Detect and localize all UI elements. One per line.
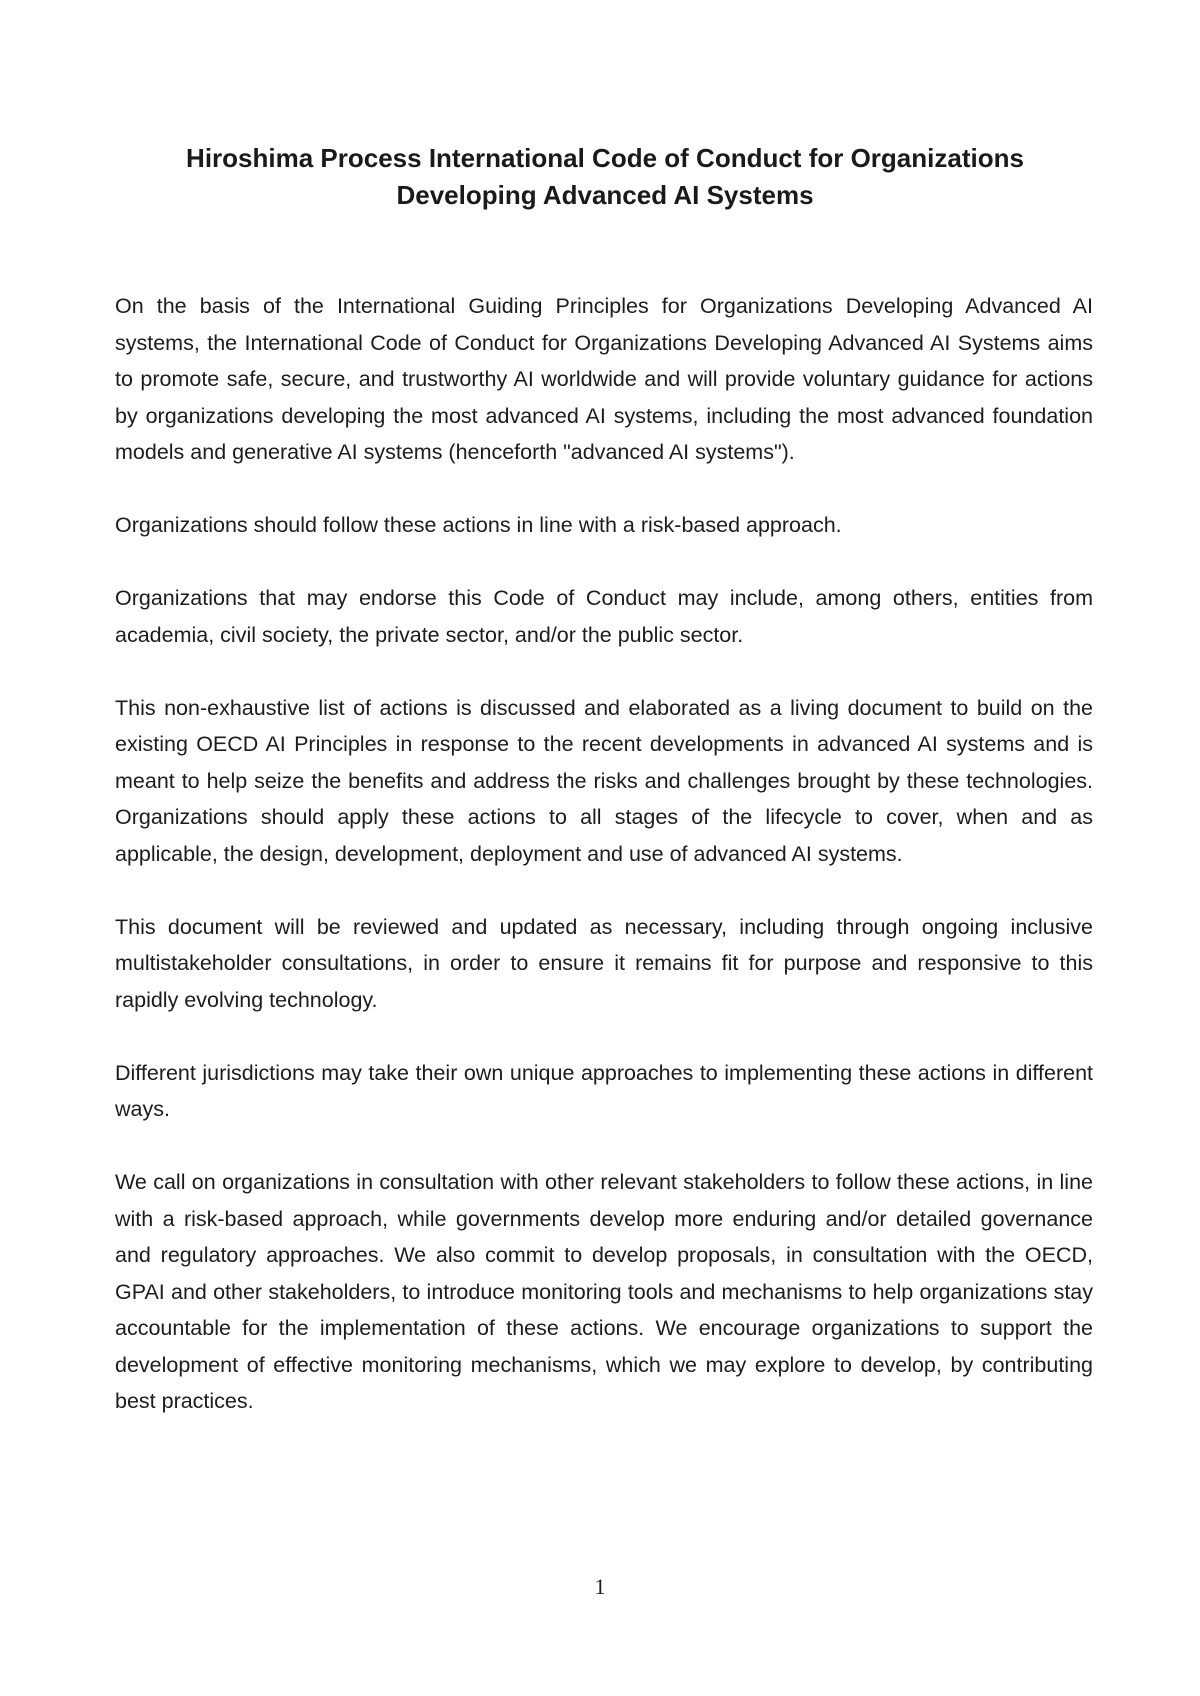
paragraph-call-to-action: We call on organizations in consultation with other relevant stakeholders to follow these actions, in line with a risk-based approach, while governments develop more enduring and/or detailed governance and regulatory approaches. We also commit to develop proposals, in consultation with the OECD, GPAI and other stakeholders, to introduce monitoring tools and mechanisms to help organizations stay accountable for the implementation of these actions. We encourage organizations to support the development of effective monitoring mechanisms, which we may explore to develop, by contributing best practices. <box>115 1170 1093 1413</box>
page-title <box>115 140 1095 214</box>
document-body <box>115 288 1093 1456</box>
page-number: 1 <box>594 1574 606 1599</box>
paragraph-living-document: This non-exhaustive list of actions is discussed and elaborated as a living document to build on the existing OECD AI Principles in response to the recent developments in advanced AI systems and is meant to help seize the benefits and address the risks and challenges brought by these technologies. Organizations should apply these actions to all stages of the lifecycle to cover, when and as applicable, the design, development, deployment and use of advanced AI systems. <box>115 695 1093 866</box>
title-line-1: Hiroshima Process International Code of Conduct for Organizations <box>186 143 1024 173</box>
title-line-2: Developing Advanced AI Systems <box>396 180 814 210</box>
paragraph-review: This document will be reviewed and updated as necessary, including through ongoing inclusive multistakeholder consultations, in order to ensure it remains fit for purpose and responsive to this rapidly evolving technology. <box>115 914 1093 1012</box>
paragraph-risk-based: Organizations should follow these actions in line with a risk-based approach. <box>115 513 842 537</box>
paragraph-intro: On the basis of the International Guiding Principles for Organizations Developing Advanced AI systems, the International Code of Conduct for Organizations Developing Advanced AI Systems aims to promote safe, secure, and trustworthy AI worldwide and will provide voluntary guidance for actions by organizations developing the most advanced AI systems, including the most advanced foundation models and generative AI systems (henceforth "advanced AI systems"). <box>115 294 1093 464</box>
paragraph-jurisdictions: Different jurisdictions may take their own unique approaches to implementing these actions in different ways. <box>115 1060 1093 1121</box>
paragraph-endorsers: Organizations that may endorse this Code of Conduct may include, among others, entities from academia, civil society, the private sector, and/or the public sector. <box>115 586 1093 647</box>
